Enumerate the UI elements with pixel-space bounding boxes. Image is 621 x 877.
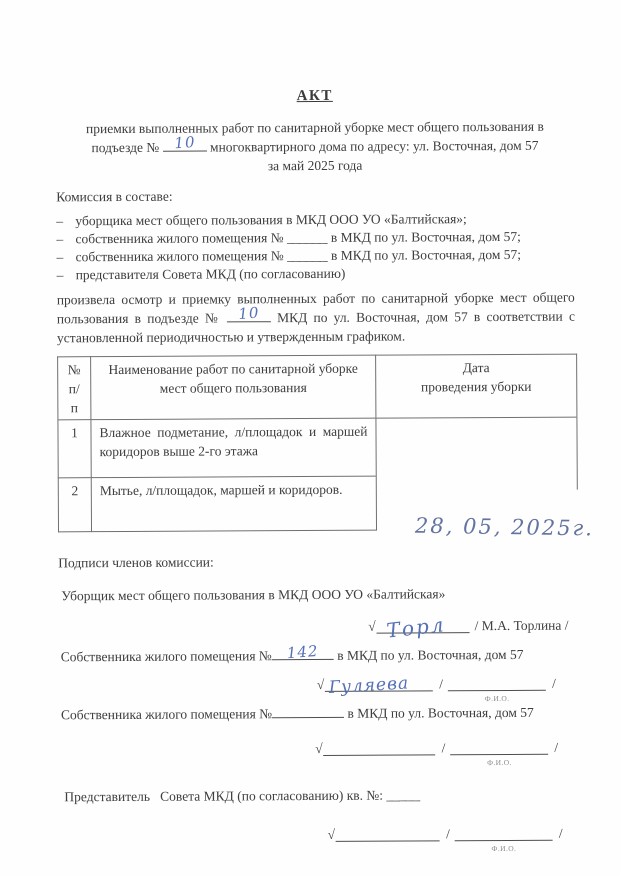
owner1-line <box>60 641 577 666</box>
handwritten-signature-cleaner: Торл <box>385 612 447 643</box>
commission-member-text: собственника жилого помещения № ______ в МКД по ул. Восточная, дом 57; <box>75 228 521 247</box>
commission-member-text: представителя Совета МКД (по согласованию) <box>75 265 346 283</box>
commission-list <box>56 210 574 285</box>
body-paragraph <box>57 288 575 348</box>
list-dash: – <box>56 231 64 247</box>
slash-separator: / <box>554 739 559 755</box>
slash-separator: / <box>439 676 444 692</box>
handwritten-cleaning-date: 28, 05, 2025г. <box>414 513 595 541</box>
slash-separator: / <box>446 826 450 842</box>
intro-line-2-after: многоквартирного дома по адресу: ул. Восточная, дом 57 <box>209 137 539 155</box>
list-dash: – <box>56 213 64 229</box>
signature-row-owner2 <box>59 739 563 768</box>
work-table <box>57 354 595 541</box>
date-cell <box>375 417 595 541</box>
fio-blank <box>455 826 553 854</box>
owner1-text-after: в МКД по ул. Восточная, дом 57 <box>337 646 524 663</box>
intro-paragraph <box>56 117 574 177</box>
slash-separator: / <box>441 740 446 756</box>
table-row <box>57 417 577 478</box>
fio-caption: Ф.И.О. <box>491 843 517 854</box>
slash-separator: / <box>552 675 556 691</box>
intro-line-1: приемки выполненных работ по санитарной уборке мест общего пользования в <box>85 118 544 137</box>
table-header-work: Наименование работ по санитарной уборке мест общего пользования <box>90 355 375 419</box>
signature-blank <box>324 740 436 756</box>
list-dash: – <box>56 267 64 283</box>
fio-caption: Ф.И.О. <box>484 693 510 704</box>
handwritten-apartment-number: 142 <box>286 641 320 663</box>
signature-row-owner1 <box>59 673 561 704</box>
checkmark-glyph: √ <box>327 826 336 842</box>
row-number: 1 <box>57 419 90 477</box>
owner2-text-after: в МКД по ул. Восточная, дом 57 <box>347 704 534 721</box>
entrance-number-blank-1 <box>163 132 207 153</box>
signatures-section-label: Подписи членов комиссии: <box>58 554 214 571</box>
intro-line-3: за май 2025 года <box>267 157 363 174</box>
row-number: 2 <box>58 477 91 532</box>
fio-caption: Ф.И.О. <box>487 757 512 768</box>
signature-row-cleaner <box>58 612 569 643</box>
commission-member-text: собственника жилого помещения № ______ в МКД по ул. Восточная, дом 57; <box>75 246 522 265</box>
commission-label: Комиссия в составе: <box>56 188 173 205</box>
row-work-description: Влажное подметание, л/площадок и маршей коридоров выше 2-го этажа <box>90 418 375 477</box>
commission-member <box>57 246 575 267</box>
signature-blank <box>336 826 440 842</box>
checkmark-glyph: √ <box>315 740 323 756</box>
fio-blank <box>450 740 548 768</box>
cleaner-printed-name: / М.А. Торлина / <box>474 617 569 634</box>
table-header-row <box>57 354 577 420</box>
handwritten-signature-owner1: Гуляева <box>328 673 411 698</box>
table-header-date: Дата проведения уборки <box>375 354 577 418</box>
signature-blank <box>377 612 470 643</box>
commission-member <box>57 264 575 285</box>
fio-blank <box>448 676 546 704</box>
row-work-description: Мытье, л/площадок, маршей и коридоров. <box>91 476 376 532</box>
cleaner-signature-label: Уборщик мест общего пользования в МКД ООО УО «Балтийская» <box>61 586 446 604</box>
list-dash: – <box>56 249 64 265</box>
handwritten-entrance-number-2: 10 <box>237 303 260 324</box>
owner2-line <box>61 704 577 724</box>
checkmark-glyph: √ <box>316 676 325 692</box>
apartment-number-blank-2 <box>272 705 344 718</box>
handwritten-entrance-number-1: 10 <box>173 132 196 153</box>
commission-member-text: уборщика мест общего пользования в МКД ООО УО «Балтийская»; <box>75 211 467 229</box>
body-text-before: произвела осмотр и приемку выполненных работ по санитарной уборке мест общего пользования в подъезде № <box>56 289 575 327</box>
body-text-after: МКД по ул. Восточная, дом 57 в соответствии с установленной периодичностью и утвержденным графиком. <box>56 308 575 346</box>
slash-separator: / <box>558 825 563 841</box>
signature-row-representative <box>60 825 568 854</box>
intro-line-2 <box>56 132 574 158</box>
signature-blank <box>325 673 433 698</box>
representative-line: Представитель Совета МКД (по согласованию) кв. №: _____ <box>64 787 421 805</box>
table-header-num: № п/п <box>57 356 90 419</box>
intro-line-2-before: подъезде № <box>91 139 160 156</box>
owner1-text-before: Собственника жилого помещения № <box>60 648 272 665</box>
entrance-number-blank-2 <box>227 303 271 324</box>
checkmark-glyph: √ <box>368 618 376 634</box>
document-title: АКТ <box>296 87 333 105</box>
owner2-text-before: Собственника жилого помещения № <box>60 706 273 723</box>
apartment-number-blank-1 <box>272 641 334 663</box>
